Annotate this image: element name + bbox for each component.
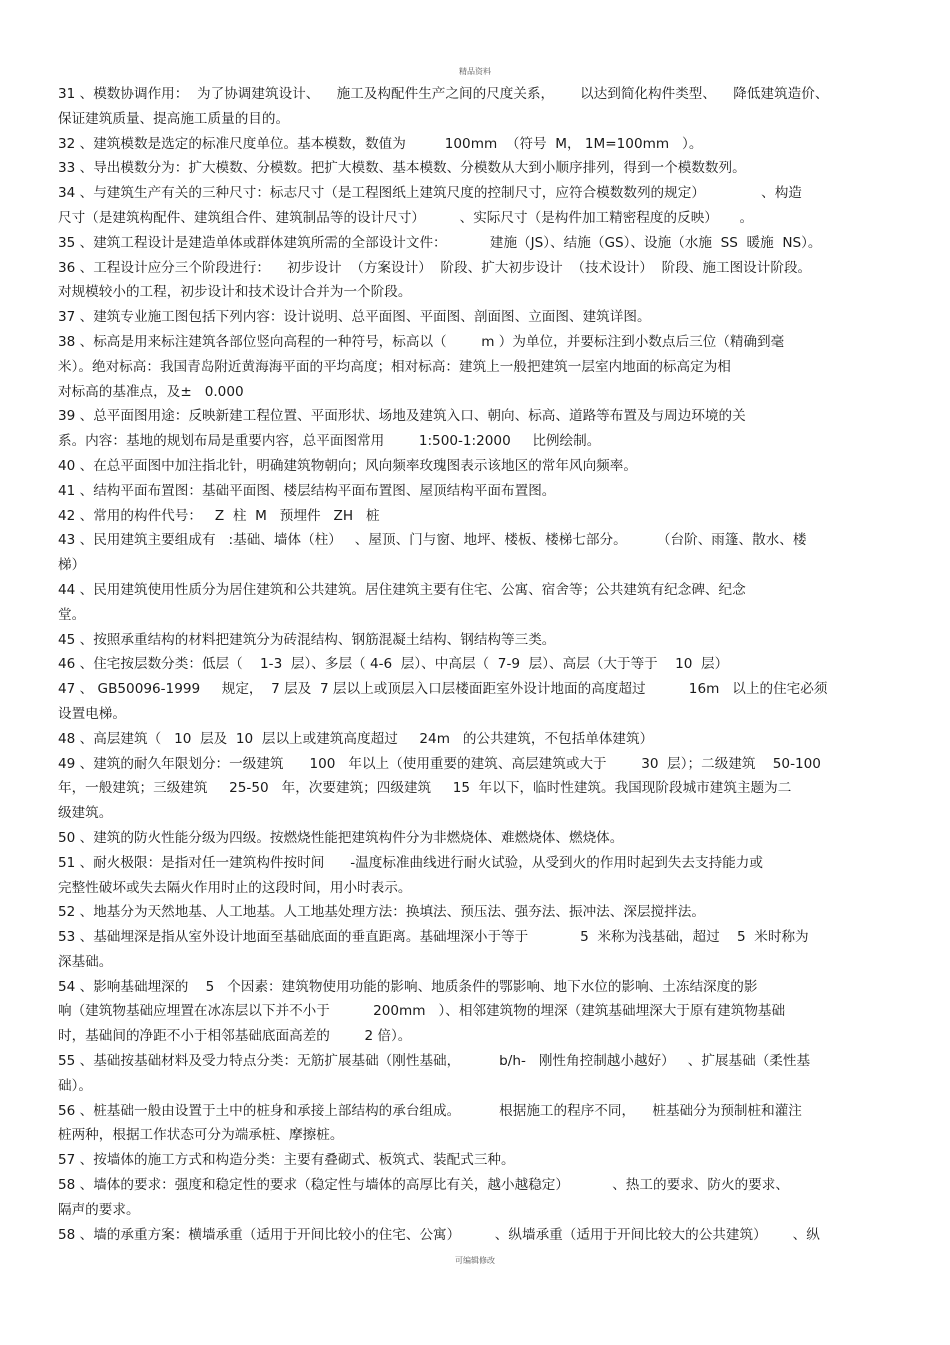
text-line: 年，一般建筑；三级建筑 25-50 年，次要建筑；四级建筑 15 年以下，临时性建筑。我国现阶段城市建筑主题为二 <box>58 780 792 797</box>
text-line: 45 、按照承重结构的材料把建筑分为砖混结构、钢筋混凝土结构、钢结构等三类。 <box>58 631 556 648</box>
text-line: 37 、建筑专业施工图包括下列内容：设计说明、总平面图、平面图、剖面图、立面图、建筑详图。 <box>58 309 651 326</box>
text-line: 58 、墙体的要求：强度和稳定性的要求（稳定性与墙体的高厚比有关，越小越稳定） 、热工的要求、防火的要求、 <box>58 1177 789 1194</box>
text-line: 49 、建筑的耐久年限划分：一级建筑 100 年以上（使用重要的建筑、高层建筑或大于 30 层）；二级建筑 50-100 <box>58 755 821 772</box>
text-line: 响（建筑物基础应埋置在冰冻层以下并不小于 200mm ）、相邻建筑物的埋深（建筑基础埋深大于原有建筑物基础 <box>58 1003 786 1020</box>
text-line: 58 、墙的承重方案：横墙承重（适用于开间比较小的住宅、公寓） 、纵墙承重（适用于开间比较大的公共建筑） 、纵 <box>58 1226 820 1243</box>
text-line: 设置电梯。 <box>58 705 126 722</box>
page-header: 精品资料 <box>459 67 491 76</box>
text-line: 38 、标高是用来标注建筑各部位竖向高程的一种符号，标高以（ m ）为单位，并要标注到小数点后三位（精确到毫 <box>58 333 785 350</box>
document-body <box>58 82 893 1247</box>
text-line: 42 、常用的构件代号： Z 柱 M 预埋件 ZH 桩 <box>58 507 380 524</box>
text-line: 对规模较小的工程，初步设计和技术设计合并为一个阶段。 <box>58 284 412 301</box>
text-line: 桩两种，根据工作状态可分为端承桩、摩擦桩。 <box>58 1127 344 1144</box>
text-line: 保证建筑质量、提高施工质量的目的。 <box>58 110 290 127</box>
text-line: 48 、高层建筑（ 10 层及 10 层以上或建筑高度超过 24m 的公共建筑，不包括单体建筑） <box>58 730 654 747</box>
page-footer: 可编辑修改 <box>455 1256 495 1265</box>
text-line: 33 、导出模数分为：扩大模数、分模数。把扩大模数、基本模数、分模数从大到小顺序排列，得到一个模数数列。 <box>58 160 746 177</box>
text-line: 54 、影响基础埋深的 5 个因素：建筑物使用功能的影响、地质条件的鄂影响、地下水位的影响、土冻结深度的影 <box>58 978 758 995</box>
text-line: 础）。 <box>58 1077 92 1094</box>
text-line: 32 、建筑模数是选定的标准尺度单位。基本模数，数值为 100mm （符号 M， 1M=100mm ）。 <box>58 135 703 152</box>
text-line: 31 、模数协调作用： 为了协调建筑设计、 施工及构配件生产之间的尺度关系， 以达到简化构件类型、 降低建筑造价、 <box>58 86 829 102</box>
text-line: 尺寸（是建筑构配件、建筑组合件、建筑制品等的设计尺寸） 、实际尺寸（是构件加工精密程度的反映） 。 <box>58 209 754 226</box>
text-line: 时，基础间的净距不小于相邻基础底面高差的 2 倍）。 <box>58 1028 412 1045</box>
text-line: 55 、基础按基础材料及受力特点分类：无筋扩展基础（刚性基础， b/h- 刚性角控制越小越好） 、扩展基础（柔性基 <box>58 1053 811 1070</box>
text-line: 完整性破坏或失去隔火作用时止的这段时间，用小时表示。 <box>58 879 412 896</box>
text-line: 34 、与建筑生产有关的三种尺寸：标志尺寸（是工程图纸上建筑尺度的控制尺寸，应符合模数数列的规定） 、构造 <box>58 185 802 202</box>
text-line: 梯） <box>58 557 86 574</box>
text-line: 35 、建筑工程设计是建造单体或群体建筑所需的全部设计文件： 建施（JS）、结施（GS）、设施（水施 SS 暖施 NS）。 <box>58 234 822 251</box>
text-line: 对标高的基准点，及± 0.000 <box>58 383 244 400</box>
text-line: 系。内容：基地的规划布局是重要内容，总平面图常用 1:500-1:2000 比例绘制。 <box>58 433 601 450</box>
text-line: 级建筑。 <box>58 805 113 822</box>
text-line: 52 、地基分为天然地基、人工地基。人工地基处理方法：换填法、预压法、强夯法、振冲法、深层搅拌法。 <box>58 904 705 921</box>
text-line: 51 、耐火极限：是指对任一建筑构件按时间 -温度标准曲线进行耐火试验，从受到火的作用时起到失去支持能力或 <box>58 854 763 871</box>
text-line: 50 、建筑的防火性能分级为四级。按燃烧性能把建筑构件分为非燃烧体、难燃烧体、燃烧体。 <box>58 829 624 846</box>
text-line: 46 、住宅按层数分类：低层（ 1-3 层）、多层（ 4-6 层）、中高层（ 7-9 层）、高层（大于等于 10 层） <box>58 656 729 673</box>
text-line: 堂。 <box>58 606 86 623</box>
text-line: 隔声的要求。 <box>58 1201 140 1218</box>
text-line: 57 、按墙体的施工方式和构造分类：主要有叠砌式、板筑式、装配式三种。 <box>58 1152 515 1169</box>
text-line: 36 、工程设计应分三个阶段进行： 初步设计 （方案设计） 阶段、扩大初步设计 （技术设计） 阶段、施工图设计阶段。 <box>58 259 812 276</box>
text-line: 44 、民用建筑使用性质分为居住建筑和公共建筑。居住建筑主要有住宅、公寓、宿舍等；公共建筑有纪念碑、纪念 <box>58 581 746 598</box>
text-line: 39 、总平面图用途：反映新建工程位置、平面形状、场地及建筑入口、朝向、标高、道路等布置及与周边环境的关 <box>58 408 746 425</box>
text-line: 53 、基础埋深是指从室外设计地面至基础底面的垂直距离。基础埋深小于等于 5 米称为浅基础，超过 5 米时称为 <box>58 929 809 946</box>
text-line: 40 、在总平面图中加注指北针，明确建筑物朝向；风向频率玫瑰图表示该地区的常年风向频率。 <box>58 457 637 474</box>
text-line: 41 、结构平面布置图：基础平面图、楼层结构平面布置图、屋顶结构平面布置图。 <box>58 482 556 499</box>
text-line: 米）。绝对标高：我国青岛附近黄海海平面的平均高度；相对标高：建筑上一般把建筑一层室内地面的标高定为相 <box>58 358 731 375</box>
text-line: 深基础。 <box>58 953 113 970</box>
text-line: 56 、桩基础一般由设置于土中的桩身和承接上部结构的承台组成。 根据施工的程序不同， 桩基础分为预制桩和灌注 <box>58 1102 802 1119</box>
text-line: 47 、 GB50096-1999 规定， 7 层及 7 层以上或顶层入口层楼面距室外设计地面的高度超过 16m 以上的住宅必须 <box>58 681 828 698</box>
text-line: 43 、民用建筑主要组成有 :基础、墙体（柱） 、屋顶、门与窗、地坪、楼板、楼梯七部分。 （台阶、雨篷、散水、楼 <box>58 532 807 549</box>
